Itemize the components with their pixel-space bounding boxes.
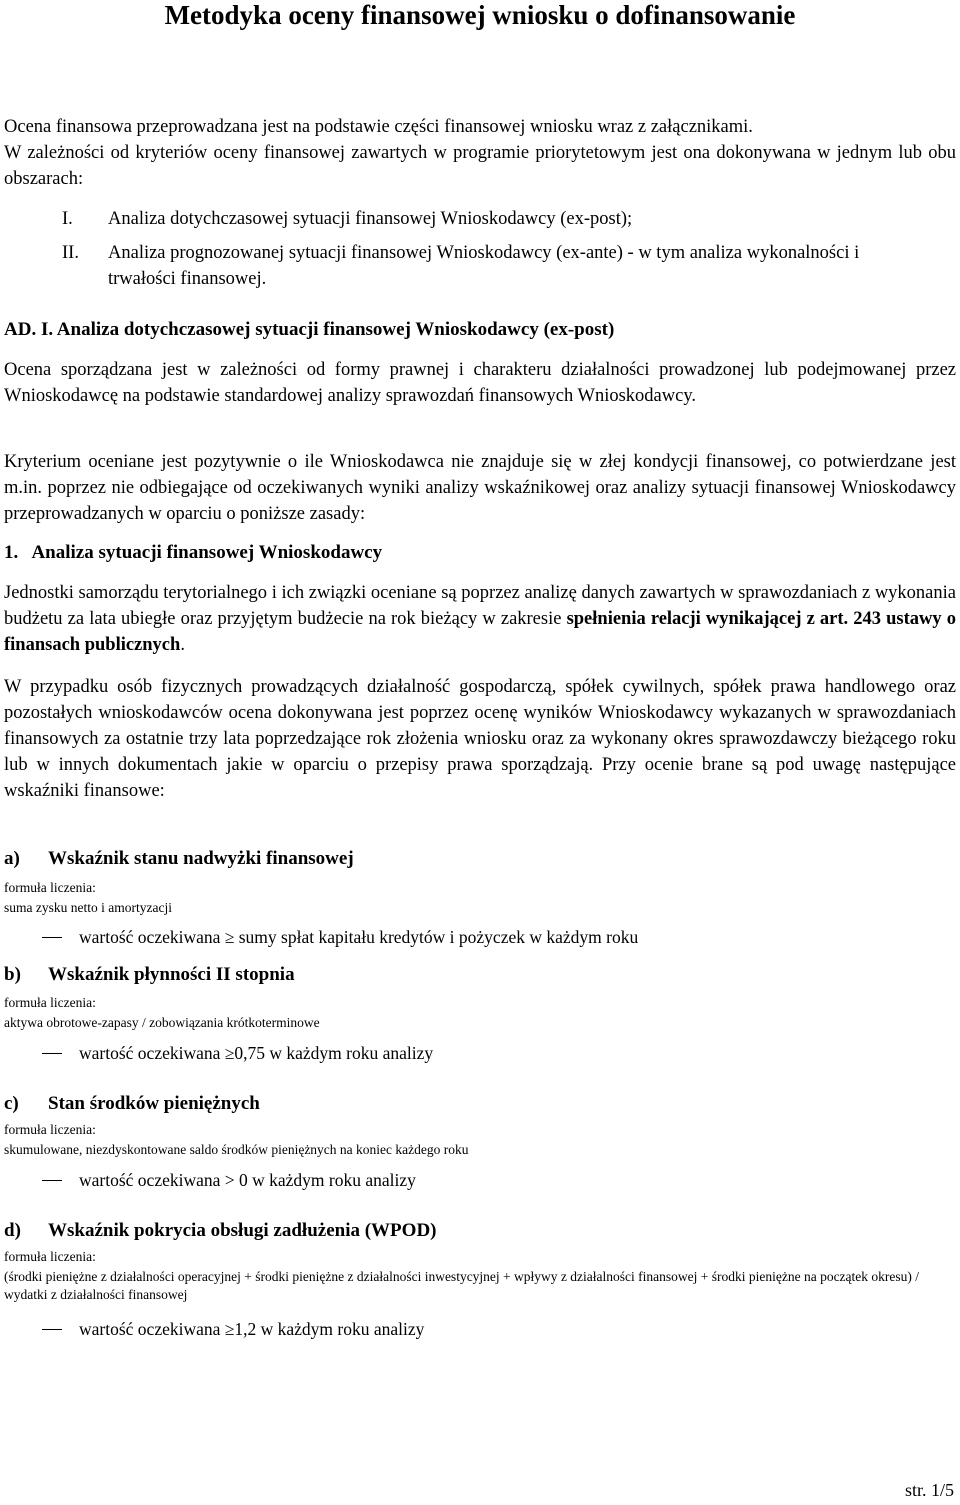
paragraph-osoby: W przypadku osób fizycznych prowadzących działalność gospodarczą, spółek cywilnych, spółek prawa handlowego oraz pozostałych wnioskodawców ocena dokonywana jest poprzez ocenę wyników Wnioskodawcy wykazanych w sprawozdaniach finansowych za ostatnie trzy lata poprzedzające rok złożenia wniosku oraz za wykonany okres sprawozdawczy bieżącego roku lub w innych dokumentach jakie w oparciu o przepisy prawa sporządzają. Przy ocenie brane są pod uwagę następujące wskaźniki finansowe:	[4, 677, 956, 801]
intro-line-2: W zależności od kryteriów oceny finansowej zawartych w programie priorytetowym jest ona dokonywana w jednym lub obu obszarach:	[4, 143, 956, 189]
intro-line-1: Ocena finansowa przeprowadzana jest na podstawie części finansowej wniosku wraz z załącznikami.	[4, 117, 753, 137]
formula-label: formuła liczenia:	[4, 1249, 96, 1264]
area-number: I.	[62, 209, 73, 229]
indicator-letter: b)	[4, 964, 21, 985]
formula-label: formuła liczenia:	[4, 880, 96, 895]
dash-bullet-icon	[42, 1053, 62, 1054]
dash-bullet-icon	[42, 937, 62, 938]
page-number: str. 1/5	[904, 1480, 954, 1500]
indicator-name: Stan środków pieniężnych	[48, 1093, 260, 1114]
indicator-name: Wskaźnik stanu nadwyżki finansowej	[48, 848, 354, 869]
indicator-a-formula: suma zysku netto i amortyzacji	[4, 900, 172, 915]
area-number: II.	[62, 243, 79, 263]
section-heading-ad-i: AD. I. Analiza dotychczasowej sytuacji finansowej Wnioskodawcy (ex-post)	[4, 319, 615, 340]
indicator-c-formula: skumulowane, niezdyskontowane saldo środków pieniężnych na koniec każdego roku	[4, 1142, 469, 1157]
paragraph-ocena: Ocena sporządzana jest w zależności od formy prawnej i charakteru działalności prowadzonej lub podejmowanej przez Wnioskodawcę na podstawie standardowej analizy sprawozdań finansowych Wnioskodawcy.	[4, 360, 956, 406]
formula-label: formuła liczenia:	[4, 995, 96, 1010]
indicator-letter: c)	[4, 1093, 19, 1114]
paragraph-jst-end: .	[180, 635, 185, 655]
paragraph-jst	[4, 580, 956, 658]
indicator-name: Wskaźnik płynności II stopnia	[48, 964, 295, 985]
expected-value-text: wartość oczekiwana ≥ sumy spłat kapitału kredytów i pożyczek w każdym roku	[79, 927, 639, 947]
dash-bullet-icon	[42, 1180, 62, 1181]
formula-label: formuła liczenia:	[4, 1122, 96, 1137]
indicator-letter: a)	[4, 848, 20, 869]
indicator-b-formula: aktywa obrotowe-zapasy / zobowiązania krótkoterminowe	[4, 1015, 320, 1030]
indicator-name: Wskaźnik pokrycia obsługi zadłużenia (WPOD)	[48, 1220, 437, 1241]
paragraph-kryterium: Kryterium oceniane jest pozytywnie o ile Wnioskodawca nie znajduje się w złej kondycji finansowej, co potwierdzane jest m.in. poprzez nie odbiegające od oczekiwanych wyniki analizy wskaźnikowej oraz analizy sytuacji finansowej Wnioskodawcy przeprowadzanych w oparciu o poniższe zasady:	[4, 452, 956, 524]
area-text: Analiza dotychczasowej sytuacji finansowej Wnioskodawcy (ex-post);	[108, 209, 633, 229]
page-title: Metodyka oceny finansowej wniosku o dofinansowanie	[164, 0, 796, 30]
expected-value-text: wartość oczekiwana > 0 w każdym roku analizy	[79, 1170, 416, 1190]
paragraph-jst-text: Jednostki samorządu terytorialnego i ich związki oceniane są poprzez analizę danych zawartych w sprawozdaniach z wykonania budżetu za lata ubiegłe oraz przyjętym budżecie na rok bieżący w zakresie	[4, 583, 956, 629]
paragraph-jst-bold: spełnienia relacji wynikającej z art. 243 ustawy o finansach publicznych	[4, 609, 956, 655]
dash-bullet-icon	[42, 1329, 62, 1330]
area-text: Analiza prognozowanej sytuacji finansowej Wnioskodawcy (ex-ante) - w tym analiza wykonalności i trwałości finansowej.	[108, 243, 860, 289]
indicator-d-formula: (środki pieniężne z działalności operacyjnej + środki pieniężne z działalności inwestycyjnej + wpływy z działalności finansowej + środki pieniężne na początek okresu) / wydatki z działalności finansowej	[4, 1269, 920, 1302]
indicator-letter: d)	[4, 1220, 21, 1241]
expected-value-text: wartość oczekiwana ≥1,2 w każdym roku analizy	[79, 1319, 425, 1339]
section-heading-1: 1. Analiza sytuacji finansowej Wnioskodawcy	[4, 542, 383, 563]
expected-value-text: wartość oczekiwana ≥0,75 w każdym roku analizy	[79, 1043, 434, 1063]
